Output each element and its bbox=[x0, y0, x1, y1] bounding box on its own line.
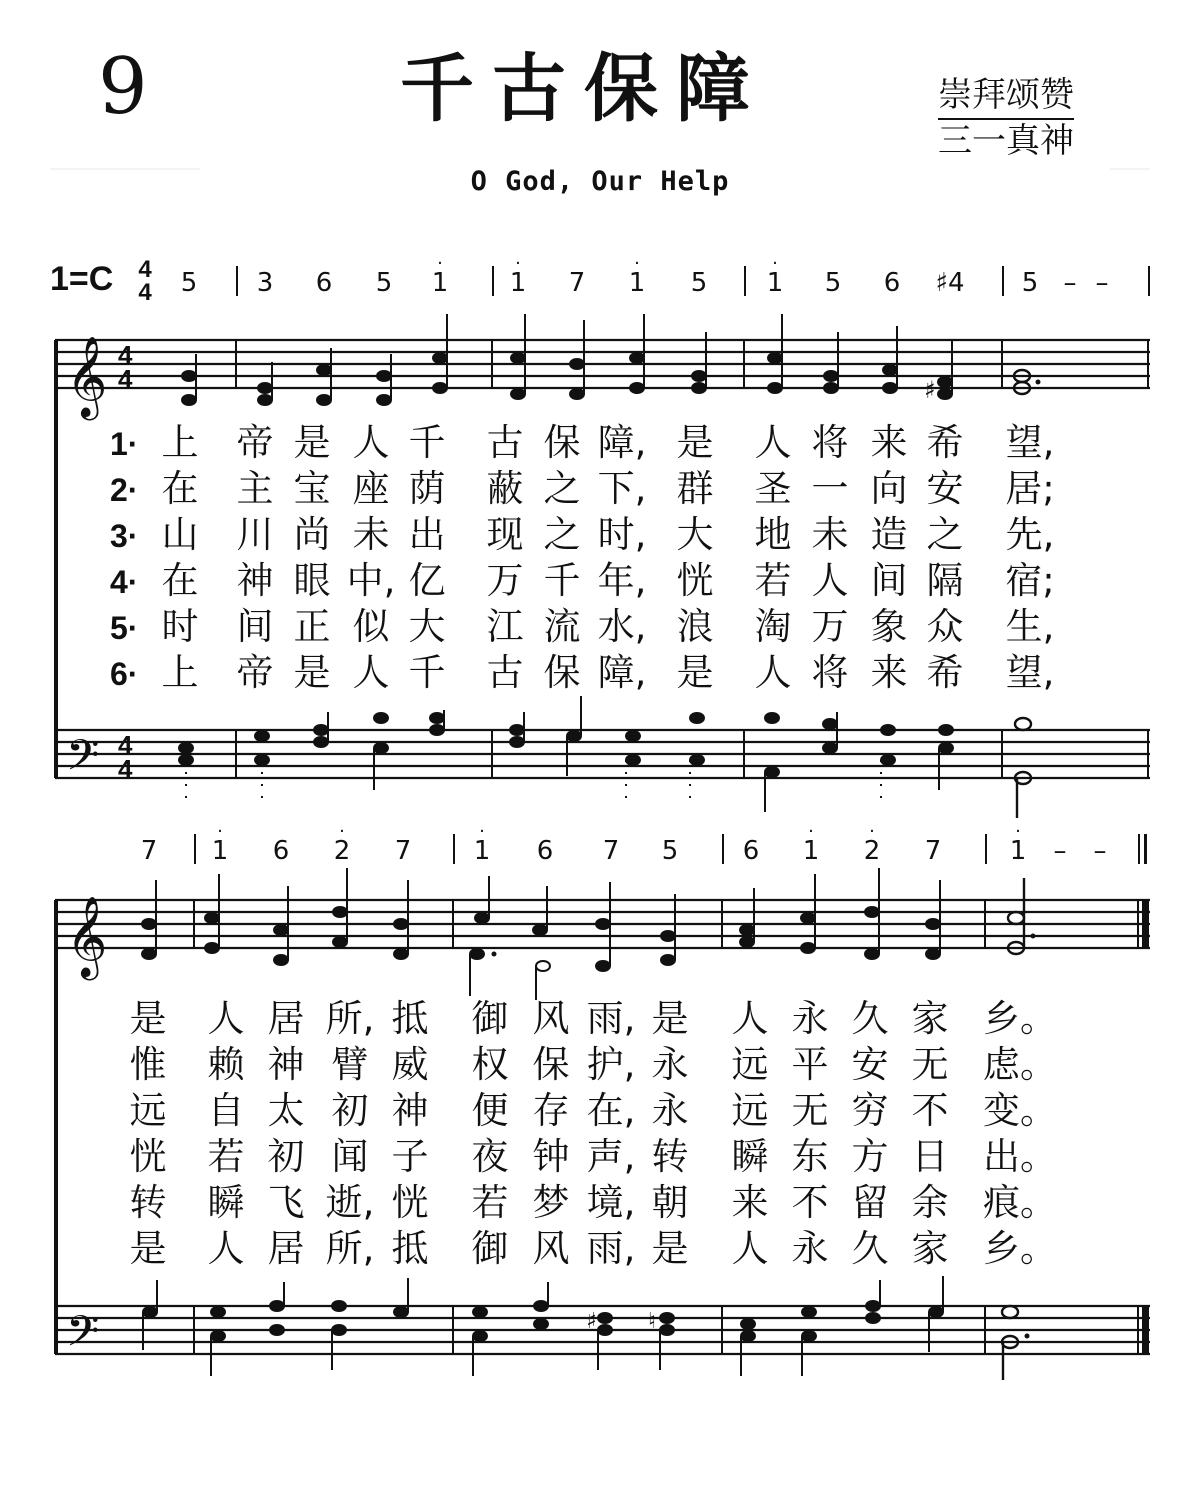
lyric-syllable: 上 bbox=[161, 421, 199, 464]
jianpu-note: 5 bbox=[661, 836, 679, 866]
lyric-syllable: 所, bbox=[325, 1227, 375, 1270]
lyric-syllable: 瞬 bbox=[207, 1181, 245, 1224]
final-barline-icon bbox=[1142, 900, 1149, 1354]
lyric-syllable: 来 bbox=[870, 421, 908, 464]
lyric-syllable: 人 bbox=[731, 1227, 769, 1270]
lyric-syllable: 眼 bbox=[293, 559, 331, 602]
time-signature-top: 4 bbox=[138, 256, 152, 283]
verse-number: 5· bbox=[110, 610, 139, 646]
jianpu-note: 1 · bbox=[802, 821, 820, 866]
lyric-syllable: 永 bbox=[791, 997, 829, 1040]
category-secondary: 三一真神 bbox=[938, 121, 1074, 161]
lyric-syllable: 安 bbox=[926, 467, 964, 510]
lyric-syllable: 变。 bbox=[983, 1089, 1057, 1132]
lyric-syllable: 水, bbox=[597, 605, 647, 648]
lyric-syllable: 古 bbox=[486, 421, 524, 464]
lyric-syllable: 抵 bbox=[391, 997, 429, 1040]
lyric-syllable: 居 bbox=[267, 1227, 305, 1270]
lyric-syllable: 神 bbox=[267, 1043, 305, 1086]
jianpu-note: – bbox=[1095, 268, 1109, 298]
lyric-syllable: 飞 bbox=[267, 1181, 305, 1224]
lyric-syllable: 隔 bbox=[926, 559, 964, 602]
lyric-syllable: 远 bbox=[731, 1043, 769, 1086]
lyric-syllable: 年, bbox=[597, 559, 647, 602]
lyric-syllable: 将 bbox=[811, 421, 849, 464]
lyric-syllable: 未 bbox=[352, 513, 390, 556]
jianpu-note: 1 · bbox=[509, 253, 527, 298]
octave-dot-icon: · bbox=[339, 821, 345, 842]
lyric-syllable: 亿 bbox=[408, 559, 446, 602]
system-2-treble-notes bbox=[142, 868, 940, 971]
jianpu-note: – bbox=[1093, 836, 1107, 866]
lyric-syllable: 太 bbox=[267, 1089, 305, 1132]
key-signature-label: 1=C bbox=[50, 260, 114, 298]
lyric-syllable: 中, bbox=[346, 559, 396, 602]
lyric-syllable: 居; bbox=[1005, 467, 1055, 510]
lyric-syllable: 千 bbox=[543, 559, 581, 602]
jianpu-note: 2 · bbox=[863, 821, 881, 866]
lyric-syllable: 似 bbox=[352, 605, 390, 648]
lyric-syllable: 地 bbox=[754, 513, 792, 556]
lyric-syllable: 时 bbox=[161, 605, 199, 648]
svg-text:𝄢: 𝄢 bbox=[66, 1307, 100, 1367]
lyric-syllable: 群 bbox=[676, 467, 714, 510]
lyric-syllable: 大 bbox=[676, 513, 714, 556]
lyric-syllable: 不 bbox=[911, 1089, 949, 1132]
lyric-syllable: 赖 bbox=[207, 1043, 245, 1086]
jianpu-note: 6 bbox=[742, 836, 760, 866]
lyric-syllable: 东 bbox=[791, 1135, 829, 1178]
verse-number: 6· bbox=[110, 656, 139, 692]
lyric-syllable: 若 bbox=[754, 559, 792, 602]
time-signature-bottom: 4 bbox=[138, 279, 152, 306]
lyric-syllable: 境, bbox=[586, 1181, 636, 1224]
jianpu-note: 5 bbox=[180, 268, 198, 298]
lyric-syllable: 人 bbox=[352, 651, 390, 694]
lyric-syllable: 宿; bbox=[1005, 559, 1055, 602]
lyric-syllable: 逝, bbox=[325, 1181, 375, 1224]
verse-number: 3· bbox=[110, 518, 139, 554]
lyric-syllable: 御 bbox=[471, 1227, 509, 1270]
lyric-syllable: 安 bbox=[851, 1043, 889, 1086]
lyric-syllable: 初 bbox=[267, 1135, 305, 1178]
lyric-syllable: 生, bbox=[1005, 605, 1055, 648]
lyric-syllable: 上 bbox=[161, 651, 199, 694]
lyric-syllable: 穷 bbox=[851, 1089, 889, 1132]
lyric-syllable: 望, bbox=[1005, 421, 1055, 464]
lyric-syllable: 人 bbox=[352, 421, 390, 464]
lyric-syllable: 若 bbox=[471, 1181, 509, 1224]
lyric-syllable: 未 bbox=[811, 513, 849, 556]
lyric-syllable: 久 bbox=[851, 997, 889, 1040]
lyric-syllable: 将 bbox=[811, 651, 849, 694]
lyric-syllable: 初 bbox=[331, 1089, 369, 1132]
lyric-syllable: 远 bbox=[129, 1089, 167, 1132]
lyric-syllable: 转 bbox=[651, 1135, 689, 1178]
lyric-syllable: 保 bbox=[532, 1043, 570, 1086]
jianpu-note: 2 · bbox=[333, 821, 351, 866]
lyric-syllable: 万 bbox=[811, 605, 849, 648]
hymn-title: 千古保障 bbox=[400, 46, 768, 132]
lyric-syllable: 古 bbox=[486, 651, 524, 694]
lyric-syllable: 人 bbox=[811, 559, 849, 602]
octave-dot-icon: · bbox=[1015, 821, 1021, 842]
jianpu-note: 1 · bbox=[766, 253, 784, 298]
lyric-syllable: 之 bbox=[543, 467, 581, 510]
jianpu-note: 7 bbox=[602, 836, 620, 866]
lyric-syllable: 钟 bbox=[532, 1135, 570, 1178]
lyric-syllable: 威 bbox=[391, 1043, 429, 1086]
octave-dot-icon: · bbox=[479, 821, 485, 842]
lyric-syllable: 希 bbox=[926, 651, 964, 694]
bass-time-signature: 4 bbox=[118, 730, 133, 760]
category-primary: 崇拜颂赞 bbox=[938, 74, 1074, 120]
svg-text:4: 4 bbox=[118, 364, 133, 394]
lyric-syllable: 自 bbox=[207, 1089, 245, 1132]
lyric-syllable: 永 bbox=[791, 1227, 829, 1270]
lyric-syllable: 是 bbox=[651, 1227, 689, 1270]
jianpu-note: – bbox=[1053, 836, 1067, 866]
lyric-syllable: 神 bbox=[236, 559, 274, 602]
lyric-syllable: 恍 bbox=[391, 1181, 429, 1224]
lyric-syllable: 宝 bbox=[293, 467, 331, 510]
lyric-syllable: 帝 bbox=[236, 421, 274, 464]
lyric-syllable: 千 bbox=[408, 651, 446, 694]
lyric-syllable: 间 bbox=[870, 559, 908, 602]
svg-text:4: 4 bbox=[118, 754, 133, 784]
treble-time-signature: 4 bbox=[118, 340, 133, 370]
jianpu-note: 7 bbox=[394, 836, 412, 866]
lyric-syllable: 转 bbox=[129, 1181, 167, 1224]
lyric-syllable: 是 bbox=[293, 421, 331, 464]
system-1-bass-half-notes bbox=[1015, 718, 1031, 818]
lyric-syllable: 在 bbox=[161, 467, 199, 510]
jianpu-note: 6 bbox=[536, 836, 554, 866]
lyric-syllable: 风 bbox=[532, 1227, 570, 1270]
lyric-syllable: 是 bbox=[129, 1227, 167, 1270]
lyric-syllable: 主 bbox=[236, 467, 274, 510]
lyric-syllable: 人 bbox=[207, 997, 245, 1040]
lyric-syllable: 乡。 bbox=[983, 1227, 1057, 1270]
lyric-syllable: 平 bbox=[791, 1043, 829, 1086]
lyric-syllable: 山 bbox=[161, 513, 199, 556]
bass-clef-icon: 𝄢 bbox=[66, 731, 100, 791]
lyric-syllable: 若 bbox=[207, 1135, 245, 1178]
jianpu-note: 1 · bbox=[431, 253, 449, 298]
lyric-syllable: 人 bbox=[754, 651, 792, 694]
lyric-syllable: 雨, bbox=[586, 1227, 636, 1270]
svg-text:𝄞: 𝄞 bbox=[66, 895, 108, 977]
lyric-syllable: 无 bbox=[791, 1089, 829, 1132]
system-2-treble-half-notes bbox=[1008, 878, 1024, 954]
jianpu-note: 5 bbox=[1021, 268, 1039, 298]
lyric-syllable: 先, bbox=[1005, 513, 1055, 556]
lyric-syllable: 恍 bbox=[129, 1135, 167, 1178]
lyric-syllable: 荫 bbox=[408, 467, 446, 510]
system-1-treble-notes bbox=[182, 314, 952, 405]
lyric-syllable: 是 bbox=[676, 651, 714, 694]
lyric-syllable: 川 bbox=[236, 513, 274, 556]
lyric-syllable: 人 bbox=[207, 1227, 245, 1270]
lyric-syllable: 是 bbox=[676, 421, 714, 464]
lyric-syllable: 夜 bbox=[471, 1135, 509, 1178]
lyric-syllable: 留 bbox=[851, 1181, 889, 1224]
lyric-syllable: 梦 bbox=[532, 1181, 570, 1224]
lyric-syllable: 虑。 bbox=[983, 1043, 1057, 1086]
lyric-syllable: 便 bbox=[471, 1089, 509, 1132]
lyric-syllable: 下, bbox=[597, 467, 647, 510]
lyric-syllable: 帝 bbox=[236, 651, 274, 694]
lyric-syllable: 望, bbox=[1005, 651, 1055, 694]
lyric-syllable: 人 bbox=[731, 997, 769, 1040]
lyric-syllable: 出。 bbox=[983, 1135, 1057, 1178]
jianpu-note: 1 · bbox=[473, 821, 491, 866]
octave-dot-icon: · bbox=[634, 253, 640, 274]
lyric-syllable: 向 bbox=[870, 467, 908, 510]
lyric-syllable: 万 bbox=[486, 559, 524, 602]
treble-clef-icon: 𝄞 bbox=[66, 335, 108, 417]
lyric-syllable: 所, bbox=[325, 997, 375, 1040]
lyric-syllable: 时, bbox=[597, 513, 647, 556]
jianpu-note: 6 bbox=[883, 268, 901, 298]
verse-number: 1· bbox=[110, 426, 139, 462]
jianpu-note: 5 bbox=[690, 268, 708, 298]
lyric-syllable: 永 bbox=[651, 1043, 689, 1086]
english-title: O God, Our Help bbox=[470, 166, 730, 197]
lyric-syllable: 尚 bbox=[293, 513, 331, 556]
jianpu-note: 1 · bbox=[211, 821, 229, 866]
jianpu-note: 3 bbox=[256, 268, 274, 298]
lyric-syllable: 痕。 bbox=[983, 1181, 1057, 1224]
lyric-syllable: 御 bbox=[471, 997, 509, 1040]
jianpu-note: 5 bbox=[375, 268, 393, 298]
lyric-syllable: 家 bbox=[911, 1227, 949, 1270]
lyric-syllable: 在, bbox=[586, 1089, 636, 1132]
lyric-syllable: 大 bbox=[408, 605, 446, 648]
lyric-syllable: 永 bbox=[651, 1089, 689, 1132]
system-2-bass-notes bbox=[143, 1276, 943, 1376]
lyric-syllable: 障, bbox=[597, 421, 647, 464]
lyric-syllable: 江 bbox=[486, 605, 524, 648]
lyric-syllable: 是 bbox=[293, 651, 331, 694]
lyric-syllable: 千 bbox=[408, 421, 446, 464]
lyric-syllable: 一 bbox=[811, 467, 849, 510]
lyric-syllable: 子 bbox=[391, 1135, 429, 1178]
octave-dot-icon: · bbox=[869, 821, 875, 842]
lyric-syllable: 圣 bbox=[754, 467, 792, 510]
lyric-syllable: 现 bbox=[486, 513, 524, 556]
lyric-syllable: 抵 bbox=[391, 1227, 429, 1270]
lyric-syllable: 不 bbox=[791, 1181, 829, 1224]
system-2-alto-notes bbox=[470, 949, 550, 1000]
natural-icon: ♮ bbox=[648, 1309, 656, 1334]
lyric-syllable: 蔽 bbox=[486, 467, 524, 510]
lyric-syllable: 声, bbox=[586, 1135, 636, 1178]
lyric-syllable: 瞬 bbox=[731, 1135, 769, 1178]
lyric-syllable: 家 bbox=[911, 997, 949, 1040]
jianpu-note: – bbox=[1063, 268, 1077, 298]
lyric-syllable: 乡。 bbox=[983, 997, 1057, 1040]
hymn-number: 9 bbox=[98, 42, 148, 132]
lyric-syllable: 流 bbox=[543, 605, 581, 648]
lyric-syllable: 是 bbox=[651, 997, 689, 1040]
lyric-syllable: 风 bbox=[532, 997, 570, 1040]
lyric-syllable: 浪 bbox=[676, 605, 714, 648]
lyric-syllable: 久 bbox=[851, 1227, 889, 1270]
lyric-syllable: 障, bbox=[597, 651, 647, 694]
jianpu-note: 7 bbox=[140, 836, 158, 866]
lyric-syllable: 座 bbox=[352, 467, 390, 510]
lyric-syllable: 远 bbox=[731, 1089, 769, 1132]
lyric-syllable: 淘 bbox=[754, 605, 792, 648]
lyric-syllable: 存 bbox=[532, 1089, 570, 1132]
jianpu-note: 1 · bbox=[1009, 821, 1027, 866]
lyric-syllable: 惟 bbox=[129, 1043, 167, 1086]
lyric-syllable: 方 bbox=[851, 1135, 889, 1178]
jianpu-note: ♯4 bbox=[935, 268, 965, 298]
octave-dot-icon: · bbox=[217, 821, 223, 842]
sharp-icon: ♯ bbox=[586, 1309, 597, 1334]
octave-dot-icon: · bbox=[808, 821, 814, 842]
lyric-syllable: 恍 bbox=[676, 559, 714, 602]
lyric-syllable: 之 bbox=[926, 513, 964, 556]
lyric-syllable: 人 bbox=[754, 421, 792, 464]
jianpu-note: 5 bbox=[824, 268, 842, 298]
lyric-syllable: 希 bbox=[926, 421, 964, 464]
jianpu-note: 7 bbox=[568, 268, 586, 298]
lyric-syllable: 间 bbox=[236, 605, 274, 648]
sharp-icon: ♯ bbox=[924, 376, 936, 404]
lyric-syllable: 日 bbox=[911, 1135, 949, 1178]
lyric-syllable: 居 bbox=[267, 997, 305, 1040]
lyric-syllable: 权 bbox=[471, 1043, 509, 1086]
lyric-syllable: 之 bbox=[543, 513, 581, 556]
octave-dot-icon: · bbox=[437, 253, 443, 274]
lyric-syllable: 雨, bbox=[586, 997, 636, 1040]
lyric-syllable: 是 bbox=[129, 997, 167, 1040]
lyric-syllable: 象 bbox=[870, 605, 908, 648]
lyric-syllable: 来 bbox=[870, 651, 908, 694]
lyric-syllable: 保 bbox=[543, 651, 581, 694]
lyric-syllable: 余 bbox=[911, 1181, 949, 1224]
lyric-syllable: 众 bbox=[926, 605, 964, 648]
lyric-syllable: 无 bbox=[911, 1043, 949, 1086]
jianpu-note: 1 · bbox=[628, 253, 646, 298]
lyric-syllable: 臂 bbox=[331, 1043, 369, 1086]
octave-dot-icon: · bbox=[772, 253, 778, 274]
system-1-bass-staff bbox=[55, 730, 1150, 778]
jianpu-note: 6 bbox=[315, 268, 333, 298]
lyric-syllable: 朝 bbox=[651, 1181, 689, 1224]
lyric-syllable: 保 bbox=[543, 421, 581, 464]
jianpu-note: 6 bbox=[272, 836, 290, 866]
system-1-treble-staff bbox=[55, 340, 1150, 388]
lyric-syllable: 闻 bbox=[331, 1135, 369, 1178]
lyric-syllable: 出 bbox=[408, 513, 446, 556]
lyric-syllable: 在 bbox=[161, 559, 199, 602]
verse-number: 2· bbox=[110, 472, 139, 508]
verse-number: 4· bbox=[110, 564, 139, 600]
octave-dot-icon: · bbox=[515, 253, 521, 274]
lyric-syllable: 护, bbox=[586, 1043, 636, 1086]
jianpu-note: 7 bbox=[924, 836, 942, 866]
lyric-syllable: 造 bbox=[870, 513, 908, 556]
lyric-syllable: 来 bbox=[731, 1181, 769, 1224]
lyric-syllable: 神 bbox=[391, 1089, 429, 1132]
lyric-syllable: 正 bbox=[293, 605, 331, 648]
system-1-treble-half-notes bbox=[1014, 370, 1030, 394]
